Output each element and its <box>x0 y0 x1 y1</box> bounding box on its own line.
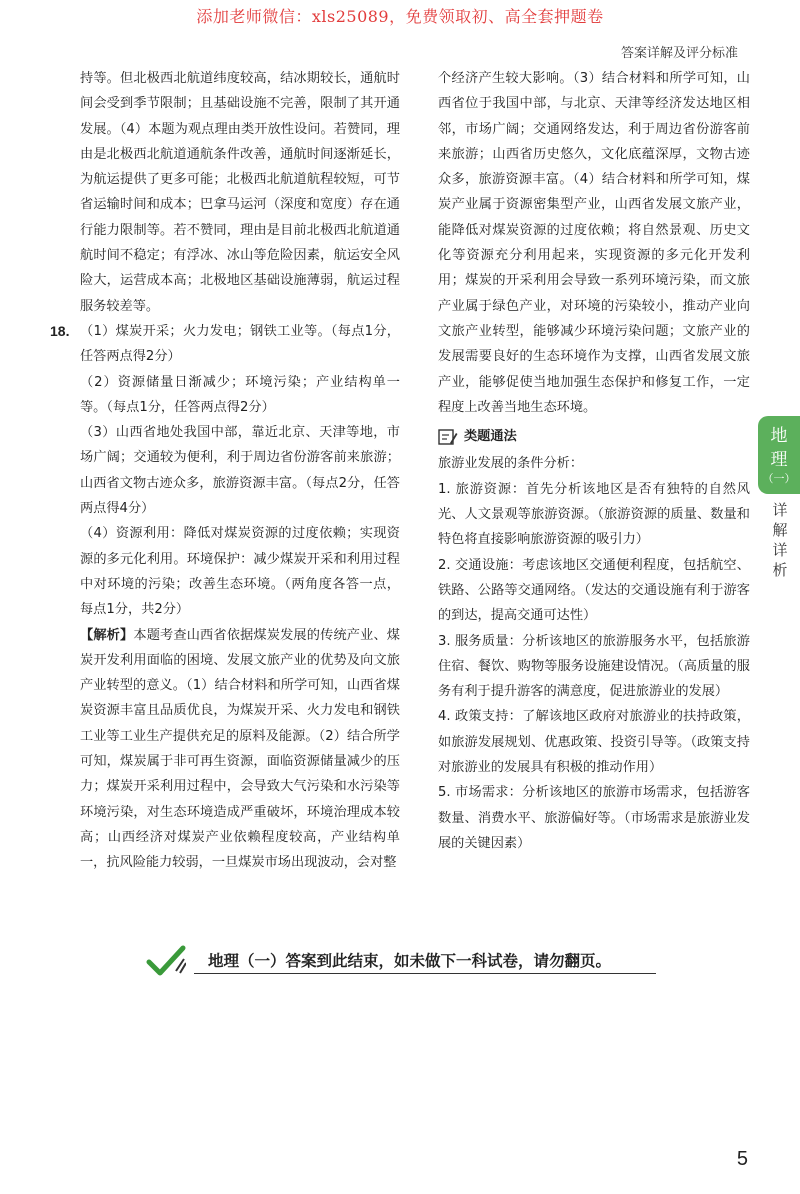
tip-intro: 旅游业发展的条件分析： <box>438 456 584 472</box>
tip-item: 4. 政策支持：了解该地区政府对旅游业的扶持政策，如旅游发展规划、优惠政策、投资引导等。（政策支持对旅游业的发展具有积极的推动作用） <box>438 709 750 776</box>
header-title: 答案详解及评分标准 <box>620 46 738 61</box>
tip-title: 类题通法 <box>464 429 517 445</box>
question-number: 18. <box>50 322 70 339</box>
answer-part-1: （1）煤炭开采；火力发电；钢铁工业等。（每点1分，任答两点得2分） <box>80 323 400 365</box>
answer-part-2: （2）资源储量日渐减少；环境污染；产业结构单一等。（每点1分，任答两点得2分） <box>80 374 400 415</box>
answer-part-3: （3）山西省地处我国中部，靠近北京、天津等地，市场广阔；交通较为便利，利于周边省份游客前来旅游；山西省文物古迹众多，旅游资源丰富。（每点2分，任答两点得4分） <box>80 425 400 517</box>
right-column <box>438 66 750 856</box>
answer-part-4: （4）资源利用：降低对煤炭资源的过度依赖；实现资源的多元化利用。环境保护：减少煤炭开采和利用过程中对环境的污染；改善生态环境。（两角度各答一点，每点1分，共2分） <box>80 526 400 618</box>
side-label: 详解详析 <box>772 501 788 579</box>
tab-char: 理 <box>770 450 788 470</box>
watermark-text: 添加老师微信：xls25089，免费领取初、高全套押题卷 <box>196 7 604 26</box>
analysis-label: 【解析】 <box>80 627 134 643</box>
tip-item: 5. 市场需求：分析该地区的旅游市场需求，包括游客数量、消费水平、旅游偏好等。（市场需求是旅游业发展的关键因素） <box>438 785 750 851</box>
pencil-note-icon <box>438 428 458 446</box>
subject-tab <box>758 416 800 494</box>
check-mark-icon <box>146 945 186 977</box>
tip-item: 2. 交通设施：考虑该地区交通便利程度，包括航空、铁路、公路等交通网络。（发达的交通设施有利于游客的到达，提高交通可达性） <box>438 557 750 624</box>
analysis-paragraph <box>80 623 400 876</box>
tab-char: （一） <box>762 472 796 485</box>
end-note: 地理（一）答案到此结束，如未做下一科试卷，请勿翻页。 <box>194 949 656 974</box>
tip-item: 3. 服务质量：分析该地区的旅游服务水平，包括旅游住宿、餐饮、购物等服务设施建设情况。（高质量的服务有利于提升游客的满意度，促进旅游业的发展） <box>438 633 750 700</box>
analysis-text: 本题考查山西省依据煤炭发展的传统产业、煤炭开发利用面临的困境、发展文旅产业的优势及向文旅产业转型的意义。（1）结合材料和所学可知，山西省煤炭资源丰富且品质优良，为煤炭开采、火力发电和钢铁工业等工业生产提供充足的原料及能源。（2）结合所学可知，煤炭属于非可再生资源，面临资源储量减少的压力；煤炭开采利用过程中，会导致大气污染和水污染等环境污染，对生态环境造成严重破坏，环境治理成本较高；山西经济对煤炭产业依赖程度较高，产业结构单一，抗风险能力较弱，一旦煤炭市场出现波动，会对整 <box>80 627 400 871</box>
analysis-continuation: 个经济产生较大影响。（3）结合材料和所学可知，山西省位于我国中部，与北京、天津等经济发达地区相邻，市场广阔；交通网络发达，利于周边省份游客前来旅游；山西省历史悠久，文化底蕴深厚，文物古迹众多，旅游资源丰富。（4）结合材料和所学可知，煤炭产业属于资源密集型产业，山西省发展文旅产业，能降低对煤炭资源的过度依赖；将自然景观、历史文化等资源充分利用起来，实现资源的多元化开发利用；煤炭的开采利用会导致一系列环境污染，而文旅产业属于绿色产业，对环境的污染较小，推动产业向文旅产业转型，能够减少环境污染问题；文旅产业的发展需要良好的生态环境作为支撑，山西省发展文旅产业，能够促使当地加强生态保护和修复工作，一定程度上改善当地生态环境。 <box>438 71 750 415</box>
page-number: 5 <box>736 1148 748 1170</box>
question-18 <box>50 319 400 370</box>
tip-header <box>438 424 750 449</box>
tab-char: 地 <box>770 426 788 446</box>
left-column <box>50 66 400 876</box>
question-17-continuation: 持等。但北极西北航道纬度较高，结冰期较长，通航时间会受到季节限制；且基础设施不完善，限制了其开通发展。（4）本题为观点理由类开放性设问。若赞同，理由是北极西北航道通航条件改善，通航时间逐渐延长，为航运提供了更多可能；北极西北航道航程较短，可节省运输时间和成本；巴拿马运河（深度和宽度）存在通行能力限制等。若不赞同，理由是目前北极西北航道通航时间不稳定；有浮冰、冰山等危险因素，航运安全风险大，运营成本高；北极地区基础设施薄弱，航运过程服务较差等。 <box>80 71 400 314</box>
tip-item: 1. 旅游资源：首先分析该地区是否有独特的自然风光、人文景观等旅游资源。（旅游资源的质量、数量和特色将直接影响旅游资源的吸引力） <box>438 481 750 548</box>
end-note-bar <box>146 946 656 976</box>
